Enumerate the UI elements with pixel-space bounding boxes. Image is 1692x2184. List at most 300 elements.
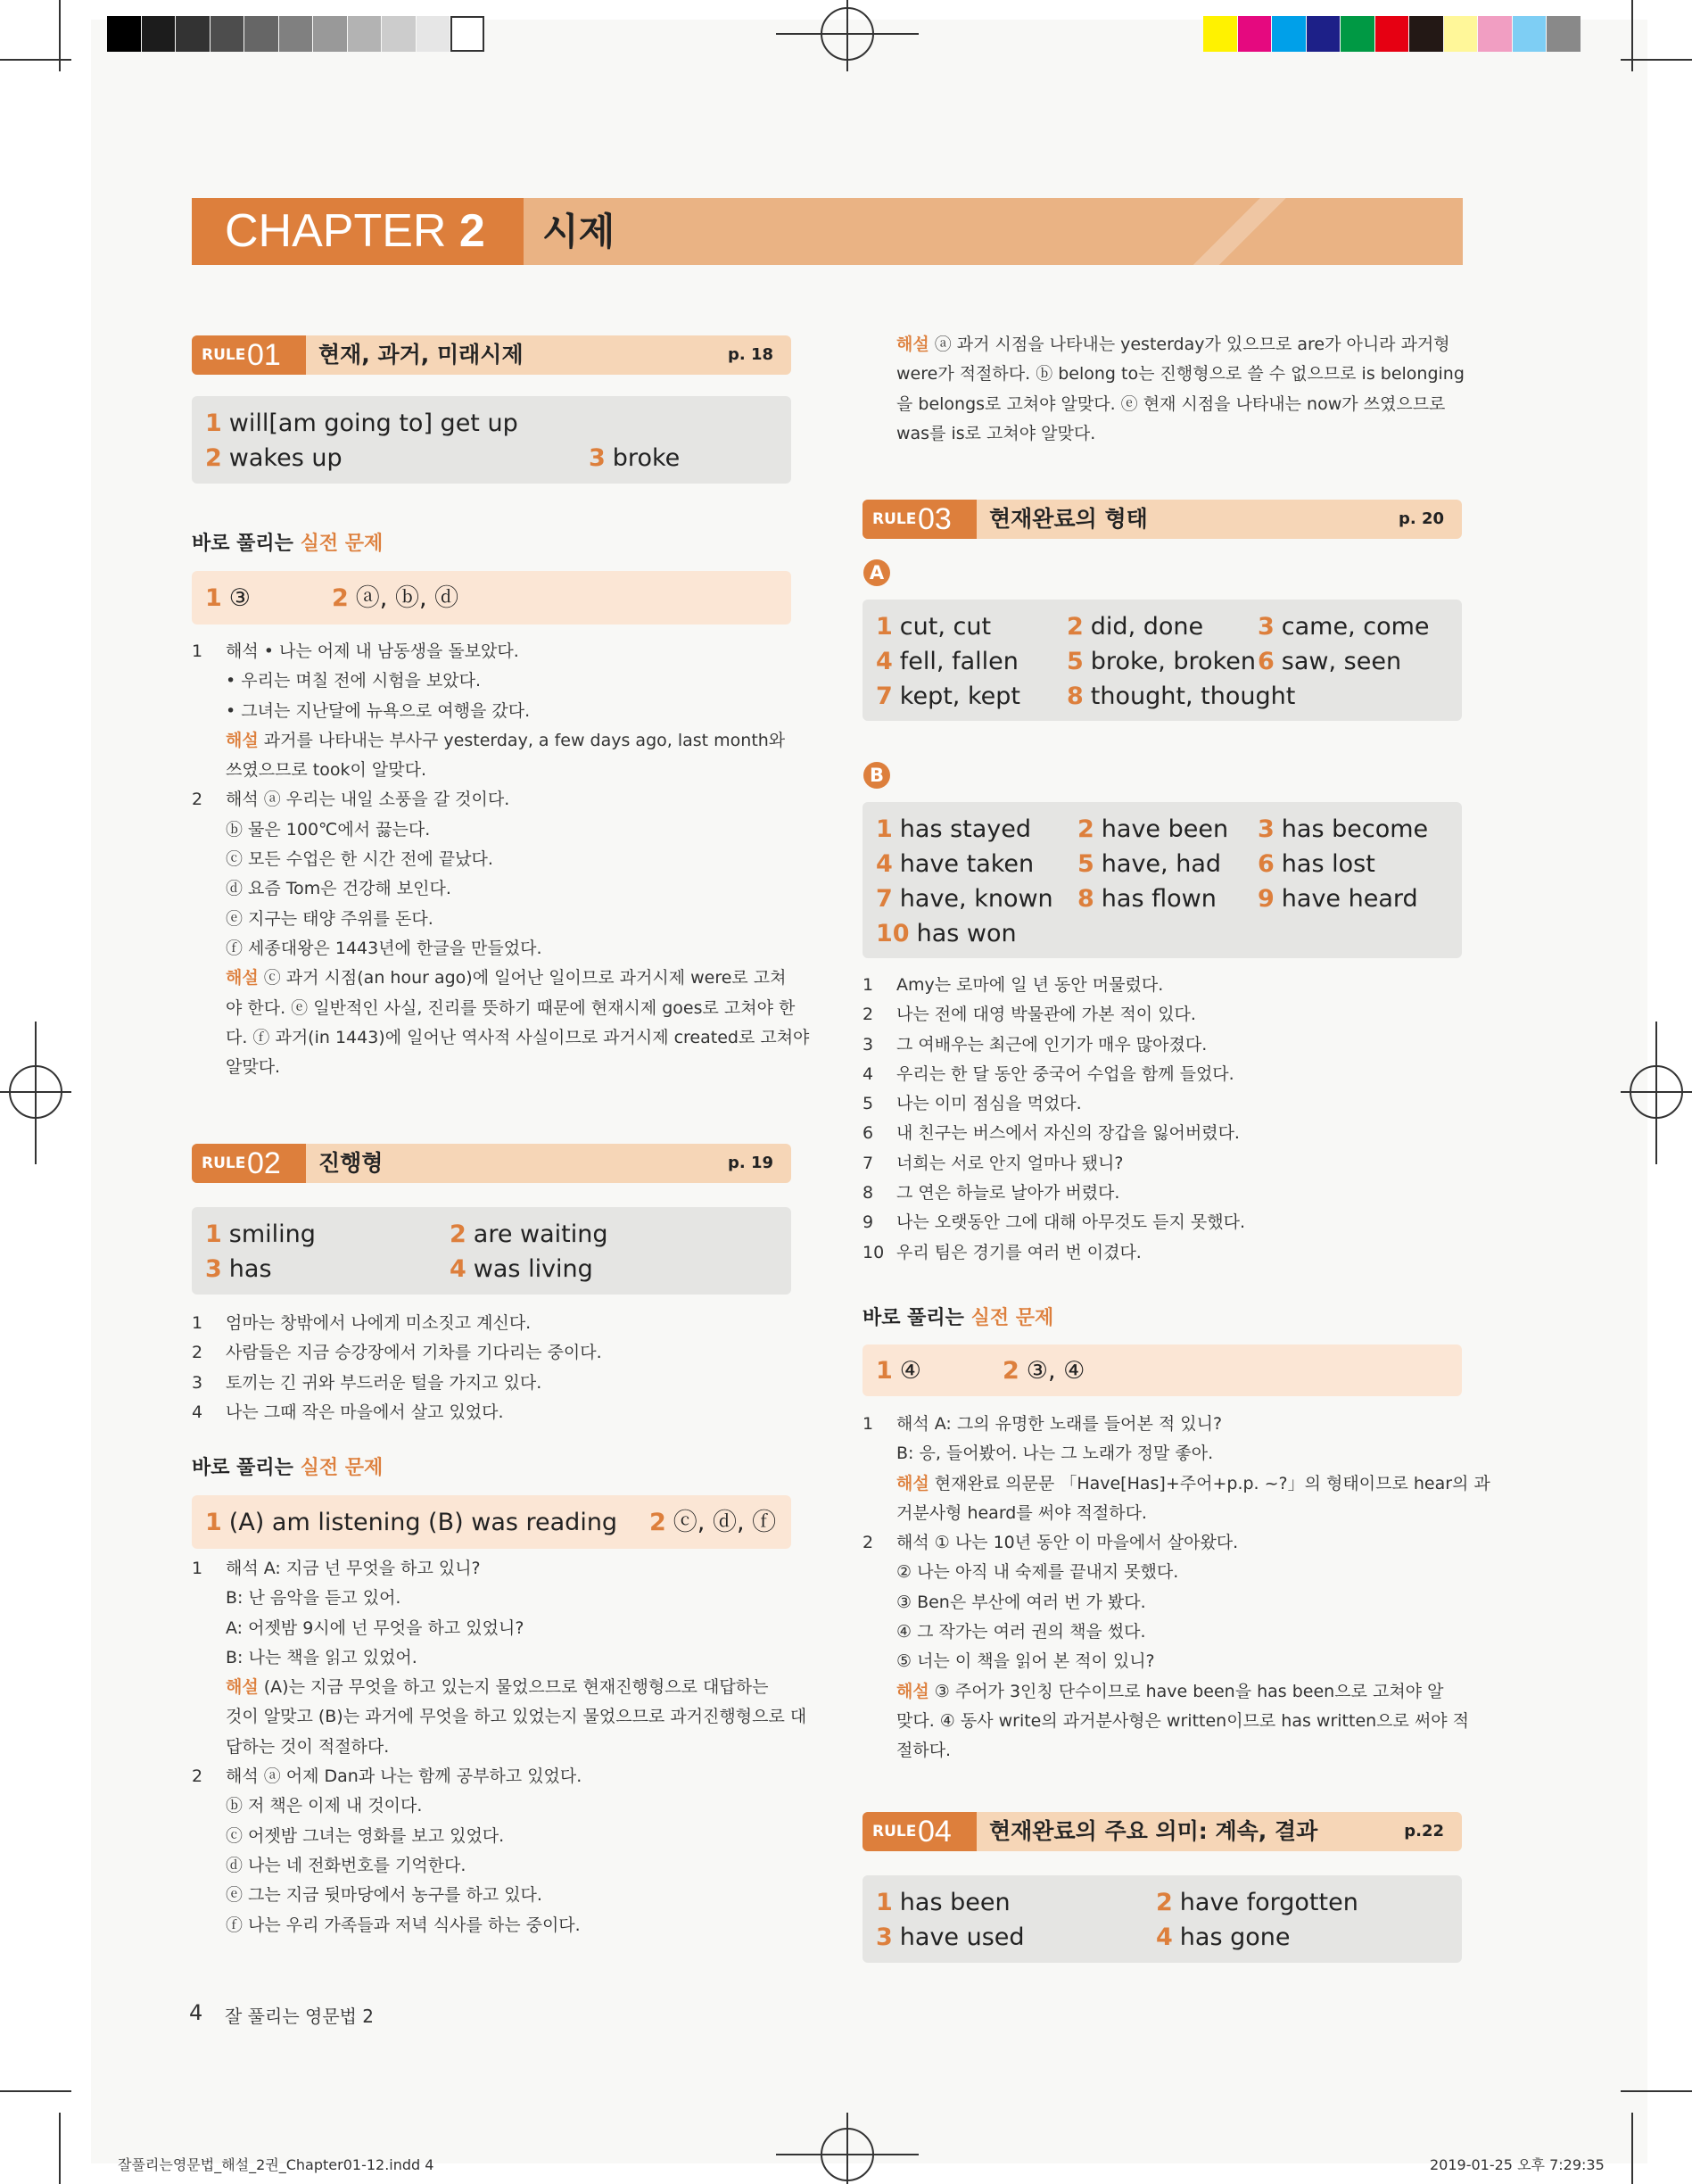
line-text: [896, 1677, 1443, 1707]
line-text: [226, 1554, 481, 1584]
text-line: [863, 1238, 1462, 1268]
line-content: 내 친구는 버스에서 자신의 장갑을 잃어버렸다.: [896, 1123, 1240, 1144]
line-content: 절하다.: [896, 1741, 952, 1761]
item-number: 2: [192, 790, 203, 810]
practice-answer: 2 ③, ④: [1003, 1357, 1085, 1385]
item-number: 1: [863, 975, 874, 995]
chapter-title: 시제: [542, 210, 615, 253]
explanation-label: 해설: [896, 1473, 929, 1493]
item-number: 10: [863, 1242, 885, 1262]
crop-mark: [1631, 2113, 1633, 2184]
practice-heading: 바로 풀리는 실전 문제: [863, 1307, 1054, 1329]
registration-mark: [1655, 1022, 1657, 1164]
item-number: 1: [863, 1414, 874, 1434]
page-number: 4: [189, 2000, 203, 2025]
color-swatch: [417, 16, 450, 52]
text-line: [192, 905, 791, 934]
text-line: [192, 1398, 791, 1427]
text-line: [192, 1733, 791, 1762]
answer-item: 1 cut, cut: [876, 613, 992, 641]
answer-item: 4 have taken: [876, 850, 1035, 878]
answer-item: 3 broke: [589, 444, 681, 472]
rule-word: RULE: [872, 510, 917, 528]
text-line: [192, 1554, 791, 1584]
line-text: [226, 697, 530, 726]
line-text: [896, 419, 1095, 449]
line-content: B: 응, 들어봤어. 나는 그 노래가 정말 좋아.: [896, 1444, 1214, 1464]
line-content: 나는 오랫동안 그에 대해 아무것도 듣지 못했다.: [896, 1212, 1246, 1233]
line-text: [896, 1528, 1238, 1558]
text-line: [863, 1410, 1462, 1439]
chapter-number: 2: [458, 205, 485, 257]
color-swatch: [107, 16, 141, 52]
line-text: [226, 1584, 400, 1613]
line-text: [226, 934, 542, 964]
text-line: [863, 1647, 1462, 1676]
rule-page-ref: p. 19: [727, 1154, 773, 1172]
line-content: 알맞다.: [226, 1057, 281, 1078]
rule-03-translations: [863, 971, 1462, 1268]
registration-mark: [35, 1022, 37, 1164]
rule-title: 진행형: [318, 1150, 384, 1176]
text-line: [863, 1149, 1462, 1179]
color-swatch: [1375, 16, 1409, 52]
line-content: ⓒ 과거 시점(an hour ago)에 일어난 일이므로 과거시제 were로 고쳐: [263, 968, 787, 989]
line-content: ⓔ 그는 지금 뒷마당에서 농구를 하고 있다.: [226, 1885, 542, 1906]
text-line: [192, 1338, 791, 1368]
line-content: 토끼는 긴 귀와 부드러운 털을 가지고 있다.: [226, 1372, 542, 1393]
book-title: 잘 풀리는 영문법 2: [225, 2006, 375, 2027]
line-text: [226, 1881, 542, 1910]
line-text: [226, 1643, 417, 1673]
line-text: [896, 1469, 1490, 1499]
answer-item: 2 wakes up: [205, 444, 343, 472]
explanation-label: 해설: [896, 335, 929, 354]
line-text: [226, 666, 481, 696]
practice-answer: 1 (A) am listening (B) was reading: [205, 1509, 618, 1536]
rule-tag: [192, 1144, 306, 1183]
chapter-label-block: [192, 198, 524, 265]
practice-heading: 바로 풀리는 실전 문제: [192, 1457, 384, 1479]
answer-item: 1 has been: [876, 1889, 1011, 1916]
line-text: [896, 1499, 1147, 1528]
answer-item: 4 has gone: [1156, 1923, 1291, 1951]
answer-item: 1 has stayed: [876, 815, 1032, 843]
line-text: [226, 874, 451, 904]
line-text: [896, 1647, 1155, 1676]
answer-item: 6 has lost: [1258, 850, 1375, 878]
item-number: 1: [192, 1559, 203, 1578]
line-text: [226, 1702, 806, 1732]
line-content: ⓑ 저 책은 이제 내 것이다.: [226, 1796, 423, 1816]
text-line: [863, 1617, 1462, 1647]
line-text: [896, 1410, 1222, 1439]
line-text: [226, 756, 426, 785]
rule-01-explanations: [192, 637, 810, 1082]
answer-item: 1 smiling: [205, 1220, 316, 1248]
text-line: [863, 360, 1465, 389]
line-content: ⓓ 요즘 Tom은 건강해 보인다.: [226, 879, 451, 899]
text-line: [192, 815, 791, 845]
crop-mark: [59, 2113, 61, 2184]
practice-answer-box: [192, 571, 791, 625]
line-text: [226, 964, 787, 993]
rule-word: RULE: [872, 1823, 917, 1841]
line-text: [226, 1053, 280, 1082]
explanation-label: 해설: [226, 730, 259, 750]
item-number: 4: [863, 1063, 874, 1084]
rule-page-ref: p.22: [1404, 1822, 1444, 1841]
color-swatch: [1272, 16, 1306, 52]
text-line: [192, 1822, 791, 1851]
crop-mark: [0, 2090, 71, 2092]
rule-03-header: [863, 500, 1462, 539]
line-content: ⓔ 지구는 태양 주위를 돈다.: [226, 908, 433, 929]
line-content: 현재완료 의문문 「Have[Has]+주어+p.p. ~?」의 형태이므로 hear의 과: [934, 1473, 1490, 1493]
line-text: [896, 1617, 1146, 1647]
line-text: [226, 726, 785, 756]
date-slug: 2019-01-25 오후 7:29:35: [1430, 2156, 1605, 2173]
rule-title: 현재완료의 주요 의미: 계속, 결과: [989, 1818, 1318, 1844]
item-number: 1: [192, 1313, 203, 1333]
line-text: [896, 390, 1445, 419]
item-number: 9: [863, 1212, 874, 1233]
line-content: B: 난 음악을 듣고 있어.: [226, 1588, 401, 1609]
text-line: [192, 637, 791, 666]
line-text: [226, 637, 519, 666]
answer-item: 3 has: [205, 1255, 272, 1283]
text-line: [863, 1677, 1462, 1707]
line-content: B: 나는 책을 읽고 있었어.: [226, 1647, 417, 1667]
item-number: 2: [863, 1005, 874, 1025]
line-content: 그 연은 하늘로 날아가 버렸다.: [896, 1183, 1120, 1204]
rule-02-header: [192, 1144, 791, 1183]
line-content: 해석 ⓐ 우리는 내일 소풍을 갈 것이다.: [226, 790, 510, 810]
color-swatch: [279, 16, 313, 52]
color-swatch: [1513, 16, 1547, 52]
text-line: [192, 1851, 791, 1881]
rule-tag: [863, 500, 977, 539]
text-line: [192, 964, 791, 993]
answer-item: 6 saw, seen: [1258, 648, 1402, 675]
line-content: ⓑ 물은 100℃에서 끓는다.: [226, 819, 431, 840]
rule-02-practice-explanation-cont: [863, 330, 1465, 449]
rule-word: RULE: [202, 346, 246, 364]
crop-mark: [59, 0, 61, 71]
rule-01-header: [192, 335, 791, 375]
text-line: [192, 697, 791, 726]
line-text: [226, 1023, 809, 1053]
line-content: 맞다. ④ 동사 write의 과거분사형은 written이므로 has written으로 써야 적: [896, 1710, 1470, 1731]
line-content: • 우리는 며칠 전에 시험을 보았다.: [226, 671, 482, 691]
line-text: [896, 1119, 1240, 1148]
line-content: 우리 팀은 경기를 여러 번 이겼다.: [896, 1242, 1142, 1262]
line-content: 다. ⓕ 과거(in 1443)에 일어난 역사적 사실이므로 과거시제 created로 고쳐야: [226, 1027, 810, 1047]
answer-item: 2 are waiting: [450, 1220, 608, 1248]
text-line: [863, 390, 1462, 419]
answer-item: 4 was living: [450, 1255, 593, 1283]
text-line: [863, 1179, 1462, 1208]
rule-number: 03: [918, 502, 952, 536]
line-text: [896, 360, 1465, 389]
text-line: [192, 1643, 791, 1673]
line-content: was를 is로 고쳐야 알맞다.: [896, 423, 1096, 443]
answer-item: 4 fell, fallen: [876, 648, 1019, 675]
rule-word: RULE: [202, 1154, 246, 1172]
line-text: [226, 1673, 768, 1702]
line-content: ⓕ 세종대왕은 1443년에 한글을 만들었다.: [226, 938, 542, 958]
answer-item: 2 have forgotten: [1156, 1889, 1358, 1916]
crop-mark: [1631, 0, 1633, 71]
text-line: [192, 1762, 791, 1791]
text-line: [192, 1584, 791, 1613]
line-content: Amy는 로마에 일 년 동안 머물렀다.: [896, 975, 1164, 995]
color-swatch: [1409, 16, 1443, 52]
line-text: [896, 1000, 1196, 1030]
line-content: 해석 A: 지금 넌 무엇을 하고 있니?: [226, 1559, 481, 1578]
text-line: [192, 1673, 791, 1702]
rule-number: 02: [247, 1146, 281, 1180]
answer-item: 3 have used: [876, 1923, 1025, 1951]
color-swatch: [176, 16, 210, 52]
item-number: 4: [192, 1402, 203, 1422]
text-line: [192, 726, 791, 756]
line-text: [896, 1030, 1207, 1060]
chapter-decoration: [1182, 198, 1289, 265]
line-text: [896, 330, 1450, 360]
practice-answer: 2 ⓒ, ⓓ, ⓕ: [649, 1509, 777, 1536]
text-line: [192, 1369, 791, 1398]
answer-item: 7 have, known: [876, 885, 1053, 913]
line-text: [896, 1238, 1142, 1268]
line-text: [896, 1558, 1178, 1587]
line-text: [226, 1733, 389, 1762]
rule-title: 현재, 과거, 미래시제: [318, 342, 524, 368]
answer-item: 3 came, come: [1258, 613, 1430, 641]
text-line: [863, 1588, 1462, 1617]
line-text: [896, 971, 1163, 1000]
line-content: 해석 ⓐ 어제 Dan과 나는 함께 공부하고 있었다.: [226, 1766, 582, 1787]
answer-item: 9 have heard: [1258, 885, 1418, 913]
rule-tag: [192, 335, 306, 375]
item-number: 7: [863, 1153, 874, 1173]
line-text: [896, 1179, 1119, 1208]
item-number: 2: [192, 1766, 203, 1787]
line-content: ⓓ 나는 네 전화번호를 기억한다.: [226, 1855, 466, 1875]
rule-02-practice-explanations: [192, 1554, 807, 1940]
line-text: [896, 1208, 1245, 1237]
chapter-label: CHAPTER: [225, 205, 459, 257]
line-text: [226, 1338, 602, 1368]
line-content: 우리는 한 달 동안 중국어 수업을 함께 들었다.: [896, 1063, 1234, 1084]
line-text: [896, 1707, 1469, 1736]
line-content: 해석 A: 그의 유명한 노래를 들어본 적 있니?: [896, 1414, 1223, 1434]
line-content: were가 적절하다. ⓑ belong to는 진행형으로 쓸 수 없으므로 is belonging: [896, 364, 1465, 385]
color-swatch: [1341, 16, 1374, 52]
answer-item: 7 kept, kept: [876, 682, 1020, 710]
line-content: A: 어젯밤 9시에 넌 무엇을 하고 있었니?: [226, 1617, 524, 1638]
line-content: 거분사형 heard를 써야 적절하다.: [896, 1502, 1147, 1523]
text-line: [863, 1439, 1462, 1468]
color-swatch: [1444, 16, 1478, 52]
line-text: [896, 1060, 1234, 1089]
rule-tag: [863, 1812, 977, 1851]
section-b-badge: B: [863, 762, 890, 789]
line-content: 해석 ① 나는 10년 동안 이 마을에서 살아왔다.: [896, 1533, 1239, 1553]
answer-item: 2 did, done: [1067, 613, 1204, 641]
line-content: 을 belongs로 고쳐야 알맞다. ⓔ 현재 시점을 나타내는 now가 쓰였으므로: [896, 393, 1446, 414]
line-content: • 그녀는 지난달에 뉴욕으로 여행을 갔다.: [226, 700, 531, 721]
line-content: (A)는 지금 무엇을 하고 있는지 물었으므로 현재진행형으로 대답하는: [263, 1677, 769, 1698]
line-content: ④ 그 작가는 여러 권의 책을 썼다.: [896, 1622, 1146, 1642]
item-number: 3: [863, 1034, 874, 1055]
text-line: [863, 1208, 1462, 1237]
color-swatch: [348, 16, 382, 52]
color-swatch: [382, 16, 416, 52]
item-number: 2: [192, 1343, 203, 1363]
line-text: [896, 1089, 1082, 1119]
text-line: [863, 419, 1462, 449]
text-line: [863, 1119, 1462, 1148]
line-text: [226, 1851, 466, 1881]
line-content: 것이 알맞고 (B)는 과거에 무엇을 하고 있었는지 물었으므로 과거진행형으로 대: [226, 1707, 807, 1727]
color-swatch: [1238, 16, 1272, 52]
explanation-label: 해설: [896, 1681, 929, 1701]
explanation-label: 해설: [226, 968, 259, 989]
line-content: ⓐ 과거 시점을 나타내는 yesterday가 있으므로 are가 아니라 과거형: [934, 335, 1450, 354]
line-text: [896, 1588, 1146, 1617]
color-swatch: [142, 16, 176, 52]
line-content: 엄마는 창밖에서 나에게 미소짓고 계신다.: [226, 1313, 532, 1333]
line-text: [226, 1822, 504, 1851]
line-content: 답하는 것이 적절하다.: [226, 1736, 390, 1757]
line-content: ③ Ben은 부산에 여러 번 가 봤다.: [896, 1592, 1146, 1612]
text-line: [192, 756, 791, 785]
registration-mark: [846, 2113, 848, 2184]
rule-number: 01: [247, 338, 281, 372]
item-number: 3: [192, 1372, 203, 1393]
answer-item: 10 has won: [876, 920, 1017, 947]
line-text: [226, 1791, 422, 1821]
color-swatch: [1547, 16, 1581, 52]
line-content: 나는 그때 작은 마을에서 살고 있었다.: [226, 1402, 504, 1422]
rule-number: 04: [918, 1815, 952, 1849]
color-swatch: [244, 16, 278, 52]
rule-03-practice-explanations: [863, 1410, 1490, 1766]
line-text: [226, 1309, 531, 1338]
practice-answer-box: [863, 1344, 1462, 1396]
text-line: [192, 934, 791, 964]
rule-page-ref: p. 18: [727, 345, 773, 364]
practice-heading: 바로 풀리는 실전 문제: [192, 533, 384, 555]
text-line: [863, 1736, 1462, 1766]
crop-mark: [1621, 2090, 1692, 2092]
line-text: [226, 845, 493, 874]
line-text: [226, 1762, 582, 1791]
text-line: [863, 330, 1462, 360]
answer-item: 8 has flown: [1077, 885, 1217, 913]
line-text: [226, 1911, 581, 1940]
text-line: [863, 1707, 1470, 1736]
file-slug: 잘풀리는영문법_해설_2권_Chapter01-12.indd 4: [118, 2156, 434, 2173]
line-text: [226, 1614, 524, 1643]
text-line: [192, 845, 791, 874]
text-line: [192, 1702, 807, 1732]
section-a-badge: A: [863, 559, 890, 586]
item-number: 2: [863, 1533, 874, 1553]
text-line: [192, 1614, 791, 1643]
answer-item: 5 have, had: [1077, 850, 1222, 878]
line-content: 야 한다. ⓔ 일반적인 사실, 진리를 뜻하기 때문에 현재시제 goes로 고쳐야 한: [226, 997, 796, 1018]
line-text: [896, 1439, 1213, 1468]
answer-item: 1 will[am going to] get up: [205, 410, 518, 437]
text-line: [192, 1309, 791, 1338]
chapter-header: [192, 198, 1463, 265]
text-line: [192, 1881, 791, 1910]
line-content: ③ 주어가 3인칭 단수이므로 have been을 has been으로 고쳐야 알: [934, 1681, 1444, 1701]
line-content: ⓕ 나는 우리 가족들과 저녁 식사를 하는 중이다.: [226, 1915, 581, 1935]
text-line: [863, 1000, 1462, 1030]
text-line: [192, 1053, 791, 1082]
practice-answer: 1 ③: [205, 584, 252, 612]
item-number: 1: [192, 641, 203, 661]
text-line: [192, 994, 796, 1023]
line-content: 나는 이미 점심을 먹었다.: [896, 1094, 1082, 1114]
text-line: [863, 1528, 1462, 1558]
text-line: [863, 1089, 1462, 1119]
item-number: 6: [863, 1123, 874, 1144]
text-line: [863, 1499, 1462, 1528]
line-text: [226, 815, 430, 845]
line-content: ⑤ 너는 이 책을 읽어 본 적이 있니?: [896, 1651, 1155, 1672]
text-line: [192, 785, 791, 815]
rule-02-translations: [192, 1309, 791, 1427]
rule-title: 현재완료의 형태: [989, 506, 1148, 532]
registration-mark: [846, 0, 848, 71]
crop-mark: [0, 59, 71, 61]
line-content: 사람들은 지금 승강장에서 기차를 기다리는 중이다.: [226, 1343, 602, 1363]
line-content: 과거를 나타내는 부사구 yesterday, a few days ago, last month와: [263, 730, 786, 750]
line-content: 나는 전에 대영 박물관에 가본 적이 있다.: [896, 1005, 1196, 1025]
line-text: [896, 1149, 1124, 1179]
line-text: [226, 1369, 541, 1398]
rule-04-header: [863, 1812, 1462, 1851]
explanation-label: 해설: [226, 1677, 259, 1698]
color-swatch: [450, 16, 484, 52]
line-content: ② 나는 아직 내 숙제를 끝내지 못했다.: [896, 1562, 1179, 1583]
line-text: [226, 785, 509, 815]
line-content: 해석 • 나는 어제 내 남동생을 돌보았다.: [226, 641, 519, 661]
text-line: [863, 971, 1462, 1000]
text-line: [863, 1060, 1462, 1089]
text-line: [863, 1030, 1462, 1060]
text-line: [863, 1469, 1490, 1499]
line-text: [226, 1398, 504, 1427]
color-swatch: [210, 16, 244, 52]
text-line: [192, 874, 791, 904]
answer-item: 8 thought, thought: [1067, 682, 1296, 710]
color-swatch: [1478, 16, 1512, 52]
practice-answer: 1 ④: [876, 1357, 922, 1385]
line-content: 그 여배우는 최근에 인기가 매우 많아졌다.: [896, 1034, 1208, 1055]
text-line: [192, 1023, 810, 1053]
line-text: [896, 1736, 951, 1766]
text-line: [192, 1911, 791, 1940]
line-content: ⓒ 어젯밤 그녀는 영화를 보고 있었다.: [226, 1825, 505, 1846]
color-swatch: [1203, 16, 1237, 52]
line-content: ⓒ 모든 수업은 한 시간 전에 끝났다.: [226, 849, 493, 870]
practice-answer: 2 ⓐ, ⓑ, ⓓ: [332, 584, 459, 612]
